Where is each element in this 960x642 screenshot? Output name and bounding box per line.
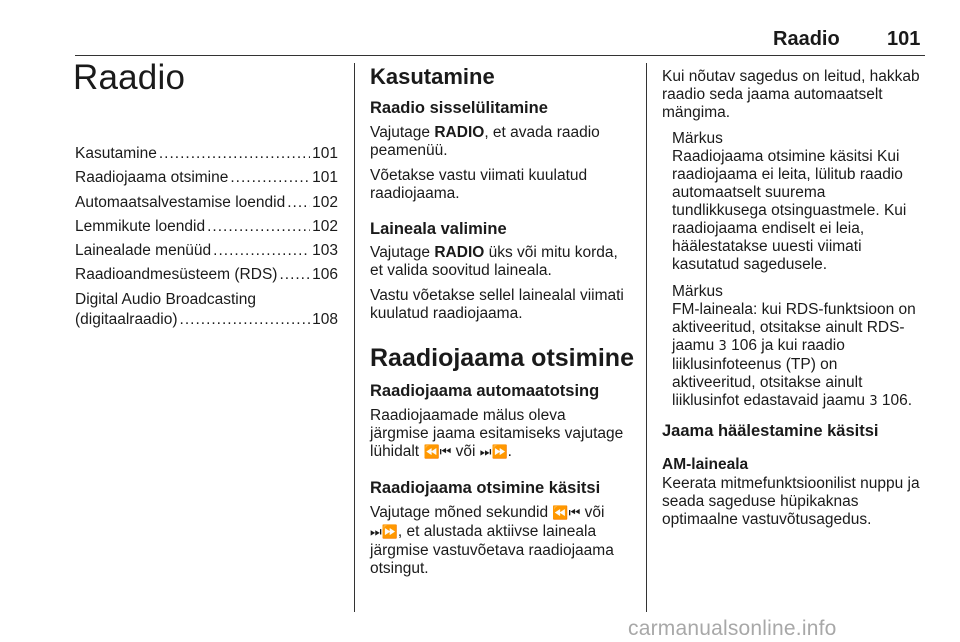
seek-back-icon: ⏪⏮ [423, 445, 452, 460]
paragraph: Vajutage mõned sekundid ⏪⏮ või ⏭⏩, et alustada aktiivse laineala järgmise vastuvõetava raadiojaama otsingut. [370, 504, 614, 577]
toc-leader-dots [207, 218, 310, 236]
toc-leader-dots [279, 266, 310, 284]
toc-entry-label: Kasutamine [75, 145, 157, 162]
paragraph: Keerata mitmefunktsioonilist nuppu ja seada sageduse hüpikaknas optimaalne vastuvõtusagedus. [662, 475, 920, 528]
note-title: Märkus [672, 130, 723, 147]
toc-entry-page: 103 [312, 242, 338, 260]
toc-entry-page: 102 [312, 193, 338, 211]
toc-entry[interactable] [75, 194, 338, 218]
page-reference-arrow-icon: 3 [718, 339, 727, 354]
toc-leader-dots [213, 242, 310, 260]
toc-entry-label: Raadiojaama otsimine [75, 169, 229, 187]
toc-leader-dots [180, 311, 311, 329]
toc-entry[interactable] [75, 145, 338, 169]
section-heading: Kasutamine [370, 64, 495, 89]
paragraph: Vajutage RADIO, et avada raadio peamenüü. [370, 124, 600, 159]
seek-forward-icon: ⏭⏩ [370, 525, 398, 540]
radio-button-label: RADIO [434, 244, 485, 261]
toc-entry[interactable] [75, 291, 338, 331]
toc-entry-label: (digitaalraadio) [75, 310, 178, 328]
page-reference-arrow-icon: 3 [869, 394, 878, 409]
page-number: 101 [887, 28, 921, 50]
toc-leader-dots [287, 194, 310, 212]
table-of-contents [75, 145, 338, 331]
column-divider-1 [354, 63, 355, 612]
note-block [662, 283, 947, 411]
subsection-heading: Raadiojaama otsimine käsitsi [370, 479, 601, 497]
toc-entry-label: Digital Audio Broadcasting [75, 290, 256, 308]
note-title: Märkus [672, 283, 723, 300]
seek-back-icon: ⏪⏮ [552, 506, 581, 521]
toc-entry-label: Lemmikute loendid [75, 217, 206, 235]
subsection-heading: Laineala valimine [370, 220, 507, 238]
toc-entry[interactable] [75, 218, 338, 242]
toc-entry-page: 108 [312, 310, 338, 328]
paragraph: Raadiojaamade mälus oleva järgmise jaama esitamiseks vajutage lühidalt ⏪⏮ või ⏭⏩. [370, 407, 624, 460]
column-divider-2 [646, 63, 647, 612]
toc-entry[interactable] [75, 242, 338, 266]
toc-entry-label: Raadioandmesüsteem (RDS) [75, 266, 278, 284]
radio-button-label: RADIO [434, 124, 485, 141]
running-header-title: Raadio [773, 28, 840, 50]
note-text: Raadiojaama otsimine käsitsi Kui raadiojaama ei leita, lülitub raadio automaatselt suurema tundlikkusega otsinguastmele. Kui raadiojaama endiselt ei leia, häälestatakse uuesti viimati kasutatud sagedusele. [672, 148, 907, 273]
toc-entry-page: 106 [312, 266, 338, 284]
toc-entry-page: 102 [312, 217, 338, 235]
section-heading: Jaama häälestamine käsitsi [662, 422, 879, 440]
column-3 [662, 68, 947, 529]
paragraph: Võetakse vastu viimati kuulatud raadiojaama. [370, 167, 588, 202]
toc-entry-page: 101 [312, 145, 338, 162]
toc-leader-dots [159, 145, 310, 163]
toc-entry-label: Automaatsalvestamise loendid [75, 193, 286, 211]
paragraph: Vajutage RADIO üks või mitu korda, et valida soovitud laineala. [370, 244, 618, 279]
section-heading: Raadiojaama otsimine [370, 344, 634, 372]
seek-forward-icon: ⏭⏩ [479, 445, 508, 460]
toc-entry[interactable] [75, 169, 338, 193]
chapter-title: Raadio [73, 58, 186, 97]
toc-entry[interactable] [75, 266, 338, 290]
toc-leader-dots [230, 169, 310, 187]
toc-entry-label: Lainealade menüüd [75, 242, 212, 260]
header-rule [75, 55, 925, 56]
subsection-heading: Raadiojaama automaatotsing [370, 382, 600, 400]
toc-entry-page: 101 [312, 169, 338, 187]
paragraph: Kui nõutav sagedus on leitud, hakkab raadio seda jaama automaatselt mängima. [662, 68, 920, 121]
subsection-heading: AM-laineala [662, 456, 749, 473]
column-2 [370, 64, 640, 578]
subsection-heading: Raadio sisselülitamine [370, 99, 548, 117]
note-block [662, 130, 947, 274]
paragraph: Vastu võetakse sellel lainealal viimati kuulatud raadiojaama. [370, 287, 624, 322]
note-text: FM-laineala: kui RDS-funktsioon on aktiveeritud, otsitakse ainult RDS- jaamu 3 106 ja kui raadio liiklusinfoteenus (TP) on aktiveeritud, otsitakse ainult liiklusinfot edastavaid jaamu 3 106. [672, 301, 916, 409]
watermark: carmanualsonline.info [628, 617, 837, 640]
